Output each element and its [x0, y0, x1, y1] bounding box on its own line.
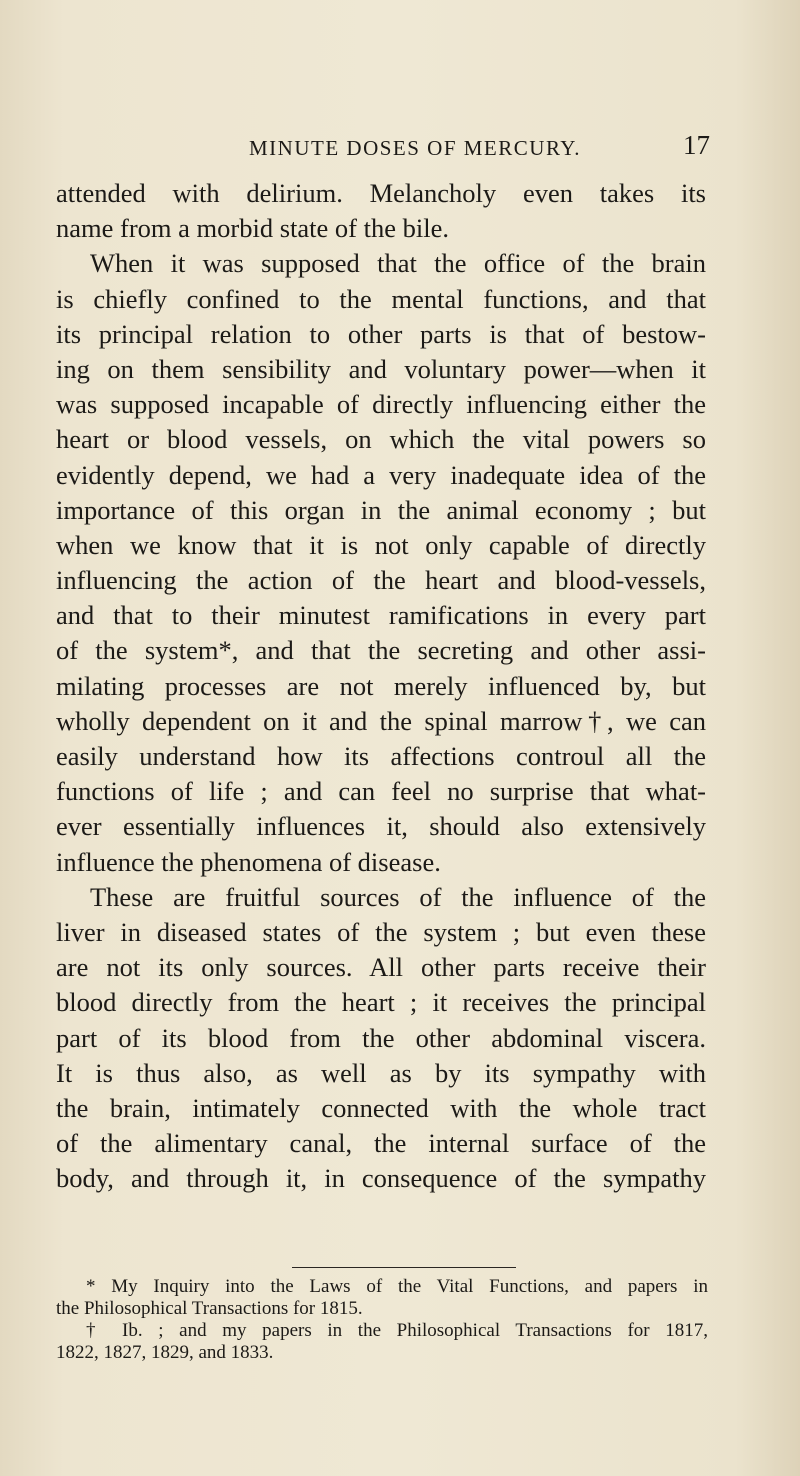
text-line: ever essentially influences it, should also extensively [56, 811, 706, 842]
text-line: heart or blood vessels, on which the vital powers so [56, 424, 706, 455]
page-number: 17 [683, 130, 710, 160]
footnote-line: † Ib. ; and my papers in the Philosophical Transactions for 1817, [86, 1320, 708, 1341]
footnote-line: 1822, 1827, 1829, and 1833. [56, 1342, 274, 1363]
page-header [150, 130, 710, 166]
text-line: blood directly from the heart ; it receives the principal [56, 987, 706, 1018]
text-line: wholly dependent on it and the spinal marrow†, we can [56, 705, 706, 736]
text-line: was supposed incapable of directly influencing either the [56, 389, 706, 420]
text-line: It is thus also, as well as by its sympathy with [56, 1057, 706, 1088]
text-line: functions of life ; and can feel no surprise that what- [56, 776, 706, 807]
text-line: influencing the action of the heart and blood-vessels, [56, 565, 706, 596]
text-line: the brain, intimately connected with the whole tract [56, 1092, 706, 1123]
text-line: when we know that it is not only capable of directly [56, 529, 706, 560]
text-line: evidently depend, we had a very inadequate idea of the [56, 459, 706, 490]
text-line: are not its only sources. All other parts receive their [56, 952, 706, 983]
text-line: its principal relation to other parts is that of bestow- [56, 318, 706, 349]
text-line: These are fruitful sources of the influence of the [90, 881, 706, 912]
footnote-line: * My Inquiry into the Laws of the Vital Functions, and papers in [86, 1276, 708, 1297]
text-line: liver in diseased states of the system ; but even these [56, 916, 706, 947]
body-text [56, 176, 706, 1196]
footnote-line: the Philosophical Transactions for 1815. [56, 1298, 363, 1319]
text-line: ing on them sensibility and voluntary power—when it [56, 353, 706, 384]
text-line: is chiefly confined to the mental functions, and that [56, 283, 706, 314]
text-line: When it was supposed that the office of the brain [90, 248, 706, 279]
footnote-divider [292, 1267, 516, 1268]
text-line: and that to their minutest ramifications in every part [56, 600, 706, 631]
text-line: attended with delirium. Melancholy even takes its [56, 178, 706, 208]
text-line: of the system*, and that the secreting and other assi- [56, 635, 706, 666]
running-title: MINUTE DOSES OF MERCURY. [249, 136, 581, 160]
text-line: name from a morbid state of the bile. [56, 213, 449, 244]
text-line: milating processes are not merely influenced by, but [56, 670, 706, 701]
text-line: influence the phenomena of disease. [56, 846, 441, 877]
text-line: body, and through it, in consequence of the sympathy [56, 1163, 706, 1194]
text-line: part of its blood from the other abdominal viscera. [56, 1022, 706, 1053]
footnotes [56, 1276, 708, 1364]
text-line: of the alimentary canal, the internal surface of the [56, 1128, 706, 1159]
text-line: easily understand how its affections controul all the [56, 741, 706, 771]
text-line: importance of this organ in the animal economy ; but [56, 494, 706, 525]
